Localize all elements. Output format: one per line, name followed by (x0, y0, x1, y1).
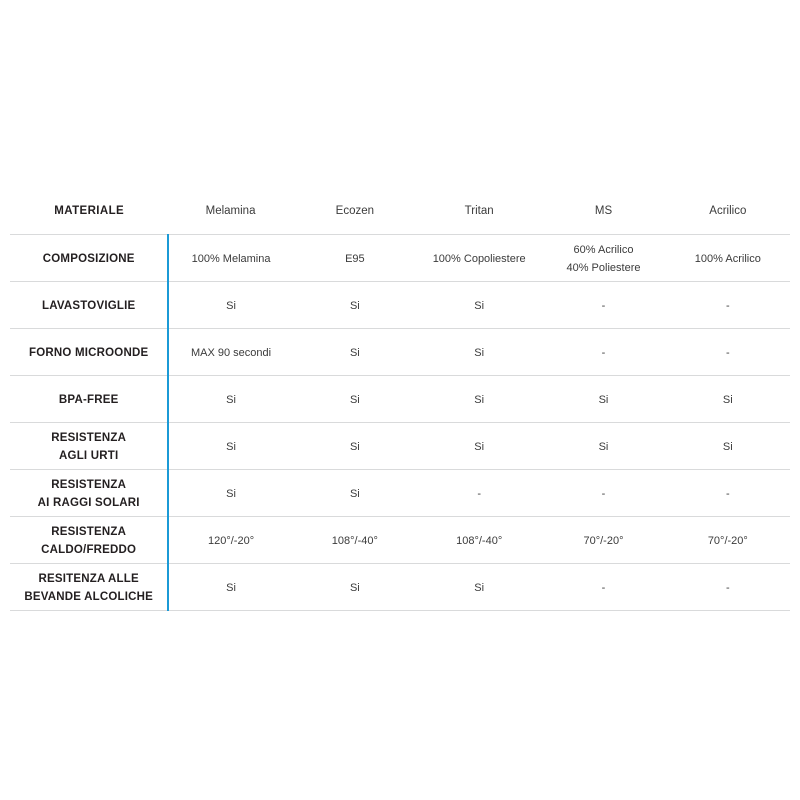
table-row (10, 564, 790, 611)
table-cell (541, 282, 665, 329)
table-cell (417, 329, 541, 376)
cell-value: Si (598, 441, 609, 453)
cell-value: 100% Copoliestere (432, 253, 526, 265)
cell-value: 108°/-40° (331, 535, 378, 547)
table-cell (168, 423, 292, 470)
header-label-materiale: MATERIALE (54, 205, 125, 217)
row-label-cell (10, 423, 168, 470)
table-cell (168, 329, 292, 376)
cell-value: 60% Acrilico 40% Poliestere (566, 244, 641, 274)
cell-value: - (725, 300, 730, 312)
row-label-cell (10, 282, 168, 329)
table-cell (293, 517, 417, 564)
cell-value: Si (349, 488, 360, 500)
row-label: FORNO MICROONDE (29, 347, 149, 359)
table-cell (417, 517, 541, 564)
cell-value: 120°/-20° (207, 535, 255, 547)
table-row (10, 329, 790, 376)
header-cell-ecozen (293, 186, 417, 235)
table-cell (541, 564, 665, 611)
cell-value: Si (722, 394, 733, 406)
table-row (10, 517, 790, 564)
header-cell-acrilico (666, 186, 790, 235)
table-cell (293, 235, 417, 282)
header-label-ecozen: Ecozen (335, 205, 375, 217)
table-cell (541, 423, 665, 470)
header-cell-ms (541, 186, 665, 235)
cell-value: - (725, 347, 730, 359)
cell-value: Si (226, 441, 236, 453)
table-cell (293, 470, 417, 517)
row-label: COMPOSIZIONE (42, 253, 135, 265)
cell-value: - (725, 582, 730, 594)
table-cell (417, 282, 541, 329)
table-cell (168, 235, 292, 282)
cell-value: Si (349, 441, 360, 453)
table-cell (666, 376, 790, 423)
cell-value: Si (349, 394, 360, 406)
row-label: LAVASTOVIGLIE (42, 300, 136, 312)
cell-value: Si (598, 394, 609, 406)
header-label-melamina: Melamina (205, 205, 256, 217)
header-cell-melamina (168, 186, 292, 235)
table-cell (666, 470, 790, 517)
row-label-cell (10, 329, 168, 376)
cell-value: Si (226, 394, 236, 406)
header-cell-materiale (10, 186, 168, 235)
table-cell (666, 564, 790, 611)
header-label-acrilico: Acrilico (709, 205, 747, 217)
table-cell (168, 376, 292, 423)
cell-value: - (725, 488, 730, 500)
cell-value: - (601, 300, 606, 312)
table-cell (666, 423, 790, 470)
cell-value: MAX 90 secondi (190, 347, 272, 359)
cell-value: Si (349, 300, 360, 312)
cell-value: 100% Acrilico (694, 253, 761, 265)
header-cell-tritan (417, 186, 541, 235)
row-label-cell (10, 235, 168, 282)
table-cell (293, 282, 417, 329)
cell-value: Si (226, 488, 236, 500)
table-row (10, 282, 790, 329)
cell-value: 70°/-20° (707, 535, 748, 547)
table-cell (417, 564, 541, 611)
row-label: BPA-FREE (58, 394, 119, 406)
cell-value: 100% Melamina (191, 253, 271, 265)
table-cell (168, 282, 292, 329)
table-cell (541, 329, 665, 376)
row-label: RESISTENZA CALDO/FREDDO (41, 526, 137, 556)
row-label-cell (10, 470, 168, 517)
table-cell (541, 376, 665, 423)
material-spec-table-container (10, 186, 790, 611)
material-spec-table (10, 186, 790, 611)
cell-value: Si (474, 582, 485, 594)
cell-value: - (477, 488, 481, 500)
table-cell (293, 564, 417, 611)
row-label-cell (10, 564, 168, 611)
row-label-cell (10, 376, 168, 423)
table-header-row (10, 186, 790, 235)
table-cell (666, 517, 790, 564)
table-cell (417, 470, 541, 517)
table-body (10, 235, 790, 611)
cell-value: Si (474, 347, 485, 359)
table-cell (541, 517, 665, 564)
table-cell (666, 235, 790, 282)
table-cell (168, 470, 292, 517)
row-label: RESITENZA ALLE BEVANDE ALCOLICHE (24, 573, 154, 603)
cell-value: Si (349, 582, 360, 594)
table-cell (293, 423, 417, 470)
cell-value: - (601, 347, 606, 359)
cell-value: - (601, 582, 606, 594)
cell-value: Si (722, 441, 733, 453)
cell-value: - (601, 488, 606, 500)
table-cell (417, 376, 541, 423)
table-cell (417, 423, 541, 470)
cell-value: Si (226, 582, 236, 594)
table-cell (168, 517, 292, 564)
table-cell (666, 282, 790, 329)
cell-value: 108°/-40° (456, 535, 503, 547)
cell-value: E95 (345, 253, 365, 265)
header-label-tritan: Tritan (464, 205, 494, 217)
cell-value: Si (349, 347, 360, 359)
header-label-ms: MS (594, 205, 613, 217)
cell-value: Si (474, 441, 485, 453)
cell-value: 70°/-20° (583, 535, 624, 547)
table-header (10, 186, 790, 235)
table-cell (541, 470, 665, 517)
cell-value: Si (474, 300, 485, 312)
table-cell (666, 329, 790, 376)
table-row (10, 235, 790, 282)
table-row (10, 470, 790, 517)
table-row (10, 376, 790, 423)
row-label: RESISTENZA AI RAGGI SOLARI (37, 479, 140, 509)
table-cell (293, 376, 417, 423)
table-cell (417, 235, 541, 282)
table-cell (168, 564, 292, 611)
cell-value: Si (226, 300, 236, 312)
row-label-cell (10, 517, 168, 564)
table-cell (541, 235, 665, 282)
table-row (10, 423, 790, 470)
table-cell (293, 329, 417, 376)
cell-value: Si (474, 394, 485, 406)
row-label: RESISTENZA AGLI URTI (51, 432, 127, 462)
